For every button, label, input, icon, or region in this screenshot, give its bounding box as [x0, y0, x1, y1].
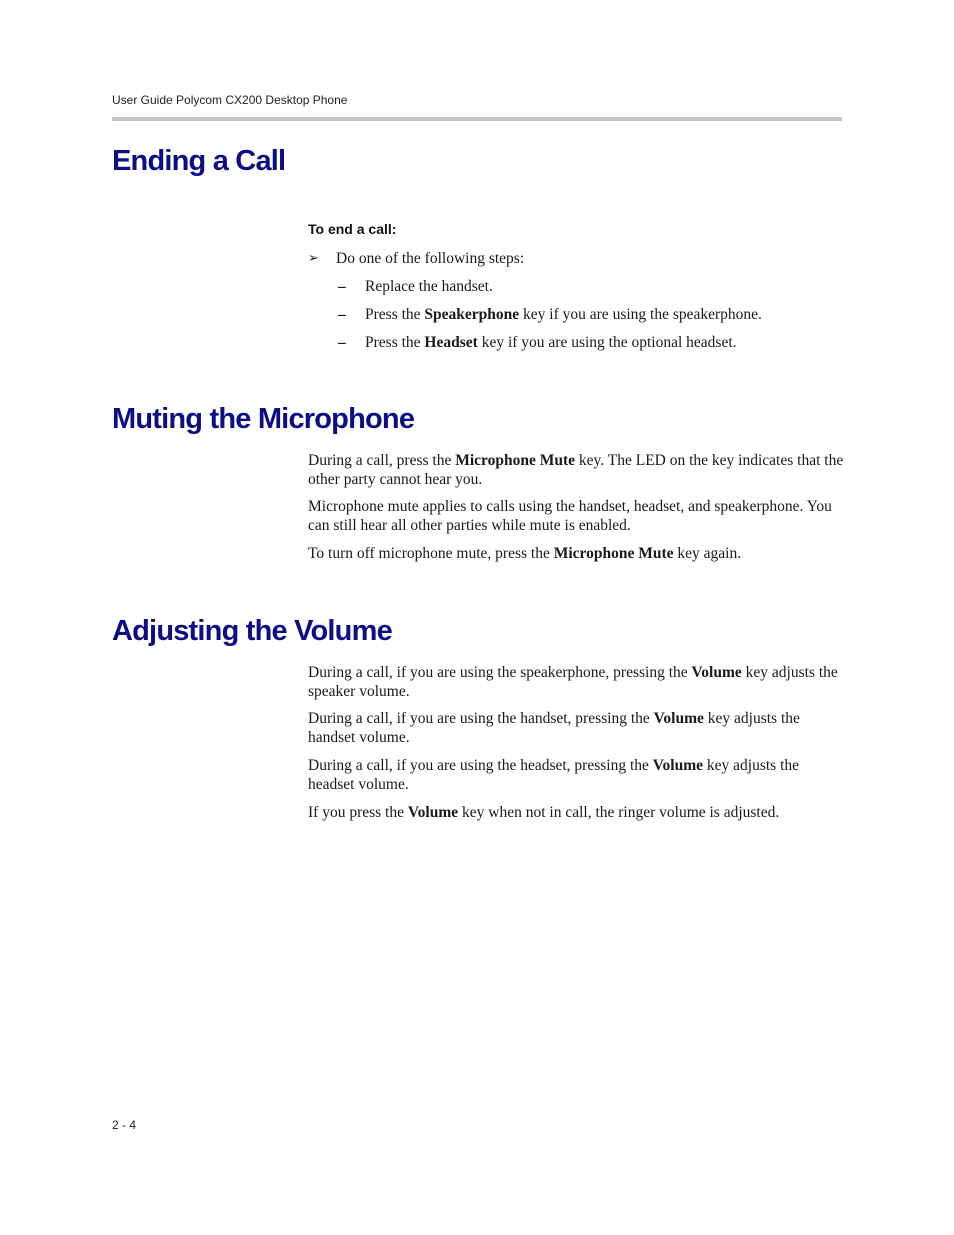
- key-name-speakerphone: Speakerphone: [424, 306, 520, 323]
- section-title-muting-the-microphone: Muting the Microphone: [112, 403, 415, 435]
- header-rule: [112, 117, 842, 121]
- page-number: 2 - 4: [112, 1118, 137, 1132]
- sub-step-text: Press the Headset key if you are using the optional headset.: [365, 334, 737, 351]
- section-title-ending-a-call: Ending a Call: [112, 145, 286, 177]
- paragraph: During a call, if you are using the headset, pressing the Volume key adjusts the headset volume.: [308, 757, 800, 793]
- key-name-volume: Volume: [407, 804, 459, 821]
- paragraph: To turn off microphone mute, press the Microphone Mute key again.: [308, 545, 742, 562]
- dash-bullet: –: [338, 306, 346, 323]
- running-header: User Guide Polycom CX200 Desktop Phone: [112, 93, 348, 107]
- key-name-microphone-mute: Microphone Mute: [455, 452, 576, 469]
- key-name-headset: Headset: [424, 334, 478, 351]
- paragraph: Microphone mute applies to calls using the handset, headset, and speakerphone. You can still hear all other parties while mute is enabled.: [308, 498, 832, 534]
- arrow-bullet-icon: ➢: [308, 251, 319, 266]
- sub-step-text: Replace the handset.: [365, 278, 493, 295]
- paragraph: During a call, if you are using the handset, pressing the Volume key adjusts the handset volume.: [308, 710, 800, 746]
- section-title-adjusting-the-volume: Adjusting the Volume: [112, 615, 392, 647]
- dash-bullet: –: [338, 334, 346, 351]
- key-name-microphone-mute: Microphone Mute: [553, 545, 674, 562]
- sub-step-text: Press the Speakerphone key if you are using the speakerphone.: [365, 306, 762, 323]
- key-name-volume: Volume: [653, 710, 704, 727]
- step-text: Do one of the following steps:: [336, 250, 525, 267]
- paragraph: During a call, press the Microphone Mute key. The LED on the key indicates that the other party cannot hear you.: [308, 452, 844, 488]
- dash-bullet: –: [338, 278, 346, 295]
- paragraph: During a call, if you are using the speakerphone, pressing the Volume key adjusts the speaker volume.: [308, 664, 838, 700]
- procedure-title: To end a call:: [308, 221, 397, 237]
- key-name-volume: Volume: [652, 757, 704, 774]
- key-name-volume: Volume: [691, 664, 742, 681]
- paragraph: If you press the Volume key when not in call, the ringer volume is adjusted.: [308, 804, 780, 821]
